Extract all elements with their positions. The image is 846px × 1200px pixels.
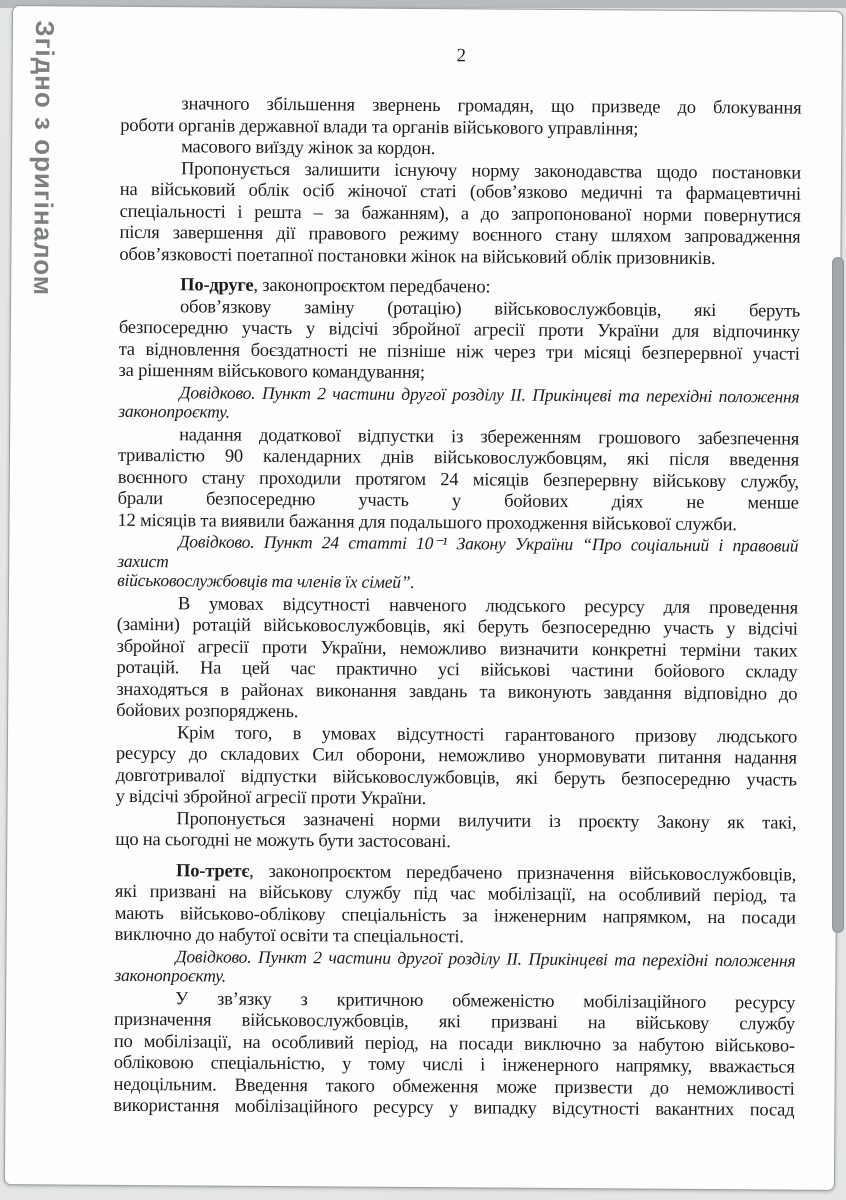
text-line: бойових розпоряджень. <box>116 700 299 723</box>
text-line: по мобілізації, на особливий період, на посади виключно за набутою військово- <box>113 1031 795 1057</box>
text-line: мають військово-облікову спеціальність за інженерним напрямком, на посади <box>114 903 796 929</box>
text-line: тривалістю 90 календарних днів військовослужбовцям, які після введення <box>117 445 800 471</box>
paragraph <box>116 593 798 727</box>
reference-note <box>117 532 798 595</box>
text-line: призначення військовослужбовців, які призвані на військову службу <box>113 1009 796 1035</box>
reference-note <box>118 382 799 426</box>
text-line: що на сьогодні не можуть бути застосовані. <box>115 829 451 853</box>
text-line: на військовий облік осіб жіночої статі (обов’язково медичні та фармацевтичні <box>119 179 801 205</box>
text-line: за рішенням військового командування; <box>118 360 425 384</box>
text-line: та відновлення боєздатності не пізніше ніж через три місяці безперервної участі <box>118 339 800 365</box>
text-line: недоцільним. Введення такого обмеження може призвести до неможливості <box>113 1074 795 1100</box>
paragraph <box>117 424 799 536</box>
text-line: обов’язкову заміну (ротацію) військовослужбовців, які беруть <box>179 296 801 322</box>
text-line: обов’язковості поетапної постановки жінок на військовий облік призовників. <box>119 244 716 269</box>
text-line: спеціальності і решта – за бажанням), а до запропонованої норми повернутися <box>119 201 801 227</box>
paragraph <box>115 808 796 856</box>
text-line: знаходяться в районах виконання завдань та виконують завдання відповідно до <box>116 679 798 705</box>
text-line: У зв’язку з критичною обмеженістю мобілізаційного ресурсу <box>175 988 796 1014</box>
text-line: Пропонується зазначені норми вилучити із проєкту Закону як такі, <box>176 808 797 834</box>
text-line: після завершення дії правового режиму воєнного стану шляхом запровадження <box>119 222 801 248</box>
text-line: (заміни) ротацій військовослужбовців, які беруть безпосередню участь у відсічі <box>116 614 798 640</box>
text-line: 12 місяців та виявили бажання для подальшого проходження військової служби. <box>117 510 737 535</box>
text-line: законопроєкту. <box>114 964 226 986</box>
paragraph <box>119 158 801 270</box>
text-line: воєнного стану проходили протягом 24 місяців безперервну військову службу, <box>117 467 799 493</box>
text-line: які призвані на військову службу під час мобілізації, на особливий період, та <box>114 881 796 907</box>
page-content <box>113 43 801 1122</box>
text-line: роботи органів державної влади та органів військового управління; <box>120 115 639 139</box>
paragraph <box>120 94 801 142</box>
paragraph <box>118 296 800 387</box>
paragraph <box>113 988 795 1122</box>
text-line: ресурсу до складових Сил оборони, неможливо унормовувати питання надання <box>115 743 797 769</box>
text-line: виключно до набутої освіти та спеціальності. <box>114 924 464 948</box>
text-line: безпосередню участь у відсічі збройної агресії проти України для відпочинку <box>118 317 800 343</box>
reference-note <box>114 946 795 990</box>
document-page <box>4 5 843 1191</box>
text-line: значного збільшення звернень громадян, що призведе до блокування <box>181 94 802 119</box>
text-line: Довідково. Пункт 2 частини другої розділу ІІ. Прикінцеві та перехідні положення <box>179 381 800 407</box>
text-line: довготривалої відпустки військовослужбовців, які беруть безпосередню участь <box>115 765 797 791</box>
certification-stamp: Згідно з оригіналом <box>28 20 61 297</box>
text-line: використання мобілізаційного ресурсу у випадку відсутності вакантних посад <box>113 1095 795 1121</box>
text-line: Пропонується залишити існуючу норму законодавства щодо постановки <box>180 158 802 184</box>
page-number: 2 <box>456 45 467 67</box>
text-line: надання додаткової відпустки із збереженням грошового забезпечення <box>179 424 800 450</box>
text-line: По-третє, законопроєктом передбачено призначення військовослужбовців, <box>176 860 797 886</box>
text-line: законопроєкту. <box>118 400 230 422</box>
text-line: у відсічі збройної агресії проти України. <box>115 786 427 810</box>
text-line: ротацій. На цей час практично усі військові частини бойового складу <box>116 657 798 683</box>
text-line: Крім того, в умовах відсутності гарантованого призову людського <box>176 722 798 748</box>
text-line: Довідково. Пункт 2 частини другої розділу ІІ. Прикінцеві та перехідні положення <box>175 945 796 971</box>
text-line: По-друге, законопроєктом передбачено: <box>180 275 491 298</box>
paragraph <box>116 722 798 813</box>
document-body <box>113 94 801 1122</box>
text-line: В умовах відсутності навченого людського ресурсу для проведення <box>177 593 799 619</box>
text-line: обліковою спеціальністю, у тому числі і інженерного напрямку, вважається <box>113 1052 795 1078</box>
text-line: військовослужбовців та членів їх сімей”. <box>117 569 415 592</box>
text-line: Довідково. Пункт 24 статті 10⁻¹ Закону України “Про соціальний і правовий захист <box>117 531 799 571</box>
text-line: брали безпосередню участь у бойових діях не менше <box>117 488 799 514</box>
scrollbar-thumb[interactable] <box>832 257 844 933</box>
text-line: збройної агресії проти України, неможливо визначити конкретні терміни таких <box>116 636 798 662</box>
text-line: масового виїзду жінок за кордон. <box>181 137 436 160</box>
paragraph <box>115 860 797 951</box>
